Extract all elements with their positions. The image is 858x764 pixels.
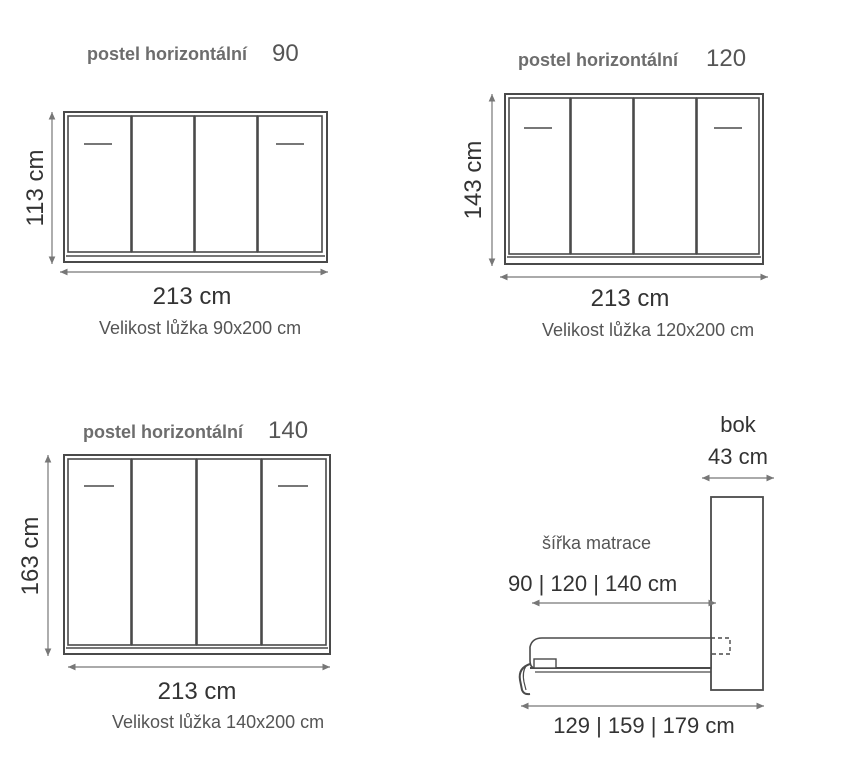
bed-120-mattress-size: Velikost lůžka 120x200 cm: [542, 320, 755, 340]
bed-140-height-label: 163 cm: [17, 516, 44, 596]
bed-140-group: [17, 417, 330, 732]
bed-120-size: 120: [706, 45, 747, 72]
mattress-widths: 90 | 120 | 140 cm: [508, 571, 678, 596]
bed-90-group: [22, 40, 328, 338]
open-depths: 129 | 159 | 179 cm: [553, 713, 735, 738]
bed-120-cabinet: [505, 94, 763, 264]
bed-120-width-label: 213 cm: [590, 285, 670, 312]
side-label: bok: [720, 412, 756, 437]
bed-140-title: postel horizontální: [83, 422, 243, 442]
bed-90-mattress-size: Velikost lůžka 90x200 cm: [99, 318, 302, 338]
bed-90-height-label: 113 cm: [22, 149, 49, 227]
bed-90-width-label: 213 cm: [152, 283, 232, 310]
bed-140-mattress-size: Velikost lůžka 140x200 cm: [112, 712, 325, 732]
open-bed-profile: [520, 638, 730, 694]
bed-140-size: 140: [268, 417, 309, 444]
bed-120-group: [460, 45, 768, 340]
bed-90-cabinet: [64, 112, 327, 262]
bed-90-size: 90: [272, 40, 299, 67]
bed-90-title: postel horizontální: [87, 44, 247, 64]
side-cabinet-body: [711, 497, 763, 690]
bed-120-height-label: 143 cm: [460, 140, 487, 220]
mattress-width-label: šířka matrace: [542, 533, 652, 553]
side-depth-label: 43 cm: [708, 444, 768, 469]
bed-140-width-label: 213 cm: [157, 678, 237, 705]
bed-140-cabinet: [64, 455, 330, 654]
side-view-group: [508, 412, 774, 738]
bed-120-title: postel horizontální: [518, 50, 678, 70]
